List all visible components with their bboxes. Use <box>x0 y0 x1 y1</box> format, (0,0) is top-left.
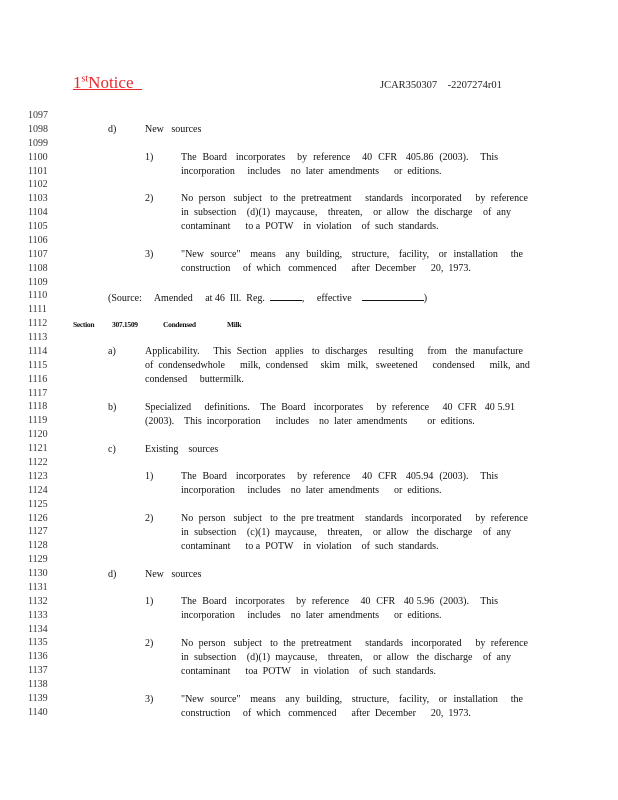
section-title: Milk <box>227 320 242 329</box>
paragraph-line: No person subject to the pre treatment standards incorporated by reference <box>181 513 528 524</box>
line-number: 1116 <box>28 373 48 385</box>
line-number: 1101 <box>28 165 48 177</box>
line-number: 1115 <box>28 359 48 371</box>
paragraph-line: contaminant to a POTW in violation of such standards. <box>181 541 439 552</box>
line-number: 1130 <box>28 568 48 580</box>
subsection-label: a) <box>108 346 116 357</box>
line-number: 1113 <box>28 332 48 344</box>
line-number: 1138 <box>28 679 48 691</box>
line-number: 1120 <box>28 429 48 441</box>
source-note: (Source: Amended at 46 Ill. Reg. , effective ) <box>108 293 428 304</box>
paragraph-line: construction of which commenced after December 20, 1973. <box>181 263 471 274</box>
subsection-label: d) <box>108 124 117 135</box>
section-title: Condensed <box>163 320 196 329</box>
paragraph-line: condensed buttermilk. <box>145 374 244 385</box>
blank-line <box>270 292 302 301</box>
item-label: 3) <box>145 694 154 705</box>
section-number: Section <box>73 320 95 329</box>
line-number: 1123 <box>28 470 48 482</box>
line-number: 1100 <box>28 151 48 163</box>
section-id: 307.1509 <box>112 320 138 329</box>
item-label: 3) <box>145 249 154 260</box>
line-number: 1111 <box>28 304 47 316</box>
line-number: 1131 <box>28 581 48 593</box>
paragraph-line: incorporation includes no later amendments or editions. <box>181 610 442 621</box>
line-number: 1112 <box>28 318 48 330</box>
document-id: JCAR350307 -2207274r01 <box>380 80 502 91</box>
subsection-title: New sources <box>145 569 202 580</box>
paragraph-line: The Board incorporates by reference 40 CFR 40 5.96 (2003). This <box>181 596 498 607</box>
line-number: 1119 <box>28 415 48 427</box>
paragraph-line: No person subject to the pretreatment standards incorporated by reference <box>181 638 528 649</box>
line-number: 1118 <box>28 401 48 413</box>
paragraph-line: incorporation includes no later amendments or editions. <box>181 166 442 177</box>
item-label: 1) <box>145 152 154 163</box>
line-number: 1122 <box>28 457 48 468</box>
paragraph-line: contaminant to a POTW in violation of such standards. <box>181 221 439 232</box>
paragraph-line: (2003). This incorporation includes no later amendments or editions. <box>145 416 475 427</box>
line-number: 1117 <box>28 387 48 399</box>
paragraph-line: in subsection (d)(1) maycause, threaten, or allow the discharge of any <box>181 207 511 218</box>
item-label: 2) <box>145 638 154 649</box>
notice-heading: 1stNotice <box>73 73 134 92</box>
line-number: 1098 <box>28 123 48 135</box>
paragraph-line: The Board incorporates by reference 40 CFR 405.86 (2003). This <box>181 152 498 163</box>
line-number: 1136 <box>28 651 48 663</box>
paragraph-line: of condensedwhole milk, condensed skim milk, sweetened condensed milk, and <box>145 360 530 371</box>
paragraph-line: "New source" means any building, structure, facility, or installation the <box>181 249 523 260</box>
line-number: 1125 <box>28 498 48 510</box>
paragraph-line: in subsection (c)(1) maycause, threaten, or allow the discharge of any <box>181 527 511 538</box>
item-label: 2) <box>145 193 154 204</box>
line-number: 1103 <box>28 193 48 205</box>
paragraph-line: Specialized definitions. The Board incorporates by reference 40 CFR 40 5.91 <box>145 402 515 413</box>
line-number: 1106 <box>28 234 48 246</box>
line-number: 1135 <box>28 637 48 649</box>
item-label: 1) <box>145 471 154 482</box>
paragraph-line: No person subject to the pretreatment standards incorporated by reference <box>181 193 528 204</box>
line-number: 1107 <box>28 248 48 260</box>
line-number: 1099 <box>28 137 48 149</box>
paragraph-line: construction of which commenced after December 20, 1973. <box>181 708 471 719</box>
line-number: 1109 <box>28 276 48 288</box>
line-number: 1127 <box>28 526 48 538</box>
item-label: 1) <box>145 596 154 607</box>
paragraph-line: The Board incorporates by reference 40 CFR 405.94 (2003). This <box>181 471 498 482</box>
paragraph-line: in subsection (d)(1) maycause, threaten, or allow the discharge of any <box>181 652 511 663</box>
line-number: 1104 <box>28 207 48 219</box>
subsection-label: c) <box>108 444 116 455</box>
subsection-label: d) <box>108 569 117 580</box>
paragraph-line: "New source" means any building, structure, facility, or installation the <box>181 694 523 705</box>
line-number: 1126 <box>28 512 48 524</box>
line-number: 1102 <box>28 179 48 191</box>
subsection-title: Existing sources <box>145 444 219 455</box>
line-number: 1134 <box>28 623 48 635</box>
blank-line <box>362 292 424 301</box>
line-number: 1133 <box>28 609 48 621</box>
line-number: 1132 <box>28 595 48 607</box>
line-number: 1108 <box>28 262 48 274</box>
line-number: 1110 <box>28 290 48 302</box>
paragraph-line: contaminant toa POTW in violation of such standards. <box>181 666 437 677</box>
line-number: 1129 <box>28 554 48 566</box>
line-number: 1139 <box>28 692 48 704</box>
item-label: 2) <box>145 513 154 524</box>
line-number: 1121 <box>28 443 48 455</box>
paragraph-line: incorporation includes no later amendments or editions. <box>181 485 442 496</box>
line-number: 1128 <box>28 540 48 552</box>
line-number: 1140 <box>28 706 48 718</box>
line-number: 1097 <box>28 110 48 121</box>
paragraph-line: Applicability. This Section applies to discharges resulting from the manufacture <box>145 346 523 357</box>
subsection-title: New sources <box>145 124 202 135</box>
line-number: 1105 <box>28 221 48 233</box>
line-number: 1124 <box>28 484 48 496</box>
subsection-label: b) <box>108 402 117 413</box>
line-number: 1137 <box>28 665 48 677</box>
line-number: 1114 <box>28 345 48 357</box>
